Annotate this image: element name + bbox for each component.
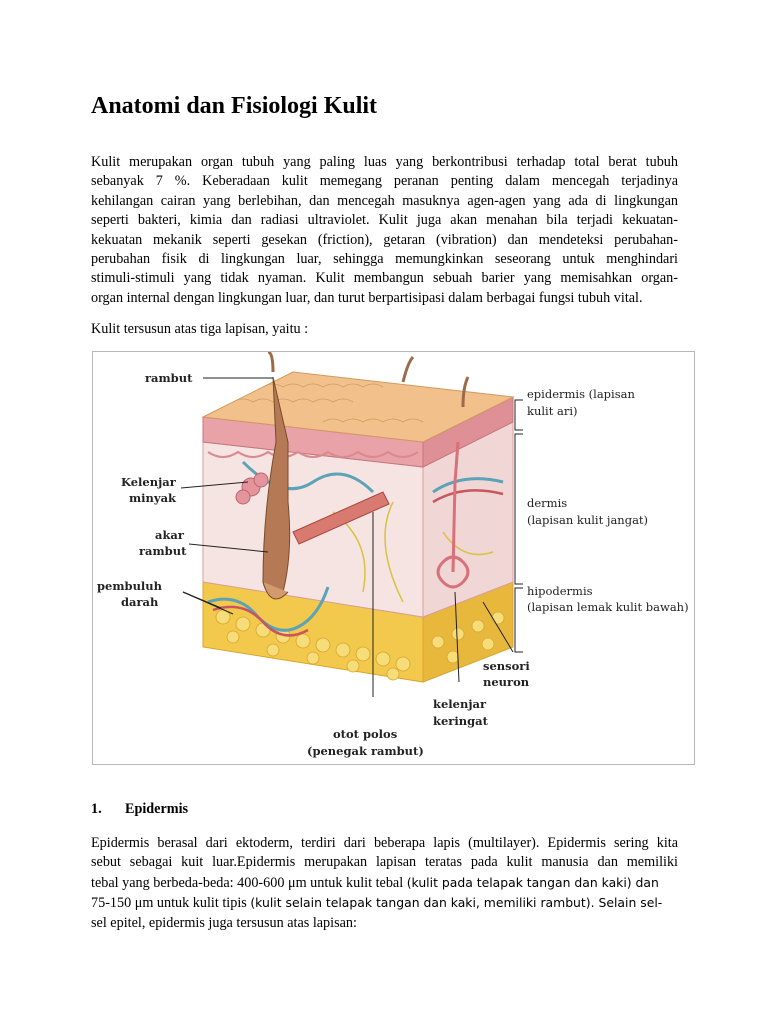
skin-diagram — [93, 352, 696, 766]
label-rambut: rambut — [145, 371, 193, 385]
epidermis-line — [91, 873, 678, 893]
skin-anatomy-figure — [92, 351, 695, 765]
label-akar-rambut-2: rambut — [139, 544, 187, 558]
section-heading-epidermis — [91, 799, 188, 819]
label-kelenjar-minyak-1: Kelenjar — [121, 475, 176, 489]
label-kelenjar-keringat-1: kelenjar — [433, 697, 487, 711]
label-dermis-2: (lapisan kulit jangat) — [527, 513, 649, 527]
label-kelenjar-keringat-2: keringat — [433, 714, 488, 728]
intro-line: kekuatan mekanik seperti gesekan (friction), getaran (vibration) dan mendeteksi perubahan- — [91, 231, 678, 248]
label-otot-polos-1: otot polos — [333, 727, 398, 741]
epidermis-line-part: (kulit pada telapak tangan dan kaki) dan — [406, 874, 659, 890]
epidermis-line-part: (kulit selain telapak tangan dan kaki, memiliki rambut). Selain sel- — [250, 895, 663, 911]
label-sensori-1: sensori — [483, 659, 530, 673]
layers-intro-text: Kulit tersusun atas tiga lapisan, yaitu : — [91, 321, 309, 337]
label-sensori-2: neuron — [483, 675, 530, 689]
epidermis-paragraph — [91, 834, 678, 933]
page-title: Anatomi dan Fisiologi Kulit — [91, 93, 378, 119]
label-dermis-1: dermis — [527, 496, 568, 510]
section-number: 1. — [91, 801, 102, 817]
label-epidermis-1: epidermis (lapisan — [527, 387, 635, 401]
intro-line: kehilangan cairan yang berlebihan, dan mencegah masuknya agen-agen yang ada di lingkungan — [91, 192, 678, 209]
epidermis-line: sel epitel, epidermis juga tersusun atas lapisan: — [91, 914, 357, 931]
label-pembuluh-darah-1: pembuluh — [97, 579, 163, 593]
intro-line: organ internal dengan lingkungan luar, dan turut berpartisipasi dalam berbagai fungsi tubuh vital. — [91, 289, 643, 306]
epidermis-line-part: tebal yang berbeda-beda: 400-600 μm untuk kulit tebal — [91, 874, 407, 891]
epidermis-line — [91, 893, 678, 913]
label-hipodermis-1: hipodermis — [527, 584, 593, 598]
label-otot-polos-2: (penegak rambut) — [307, 744, 424, 758]
epidermis-line: sebut sebagai kuit luar.Epidermis merupakan lapisan teratas pada kulit manusia dan memiliki — [91, 854, 678, 871]
label-hipodermis-2: (lapisan lemak kulit bawah) — [527, 600, 689, 614]
section-title: Epidermis — [125, 801, 189, 817]
label-akar-rambut-1: akar — [155, 528, 184, 542]
layers-intro — [91, 320, 678, 339]
intro-line: Kulit merupakan organ tubuh yang paling luas yang berkontribusi terhadap total berat tubuh — [91, 154, 678, 170]
intro-line: sebanyak 7 %. Keberadaan kulit memegang peranan penting dalam mencegah terjadinya — [91, 173, 678, 190]
label-epidermis-2: kulit ari) — [527, 404, 578, 418]
intro-paragraph — [91, 153, 678, 308]
epidermis-line: Epidermis berasal dari ektoderm, terdiri dari beberapa lapis (multilayer). Epidermis sering kita — [91, 835, 678, 851]
label-pembuluh-darah-2: darah — [121, 595, 159, 609]
label-kelenjar-minyak-2: minyak — [129, 491, 176, 505]
intro-line: perubahan fisik di lingkungan luar, sehingga memungkinkan seseorang untuk menghindari — [91, 251, 678, 268]
epidermis-line-part: 75-150 μm untuk kulit tipis — [91, 895, 251, 912]
intro-line: seperti bakteri, kimia dan radiasi ultraviolet. Kulit juga akan menahan bila terjadi kekuatan- — [91, 212, 678, 229]
intro-line: stimuli-stimuli yang tidak nyaman. Kulit membangun sebuah barier yang memisahkan organ- — [91, 270, 678, 287]
